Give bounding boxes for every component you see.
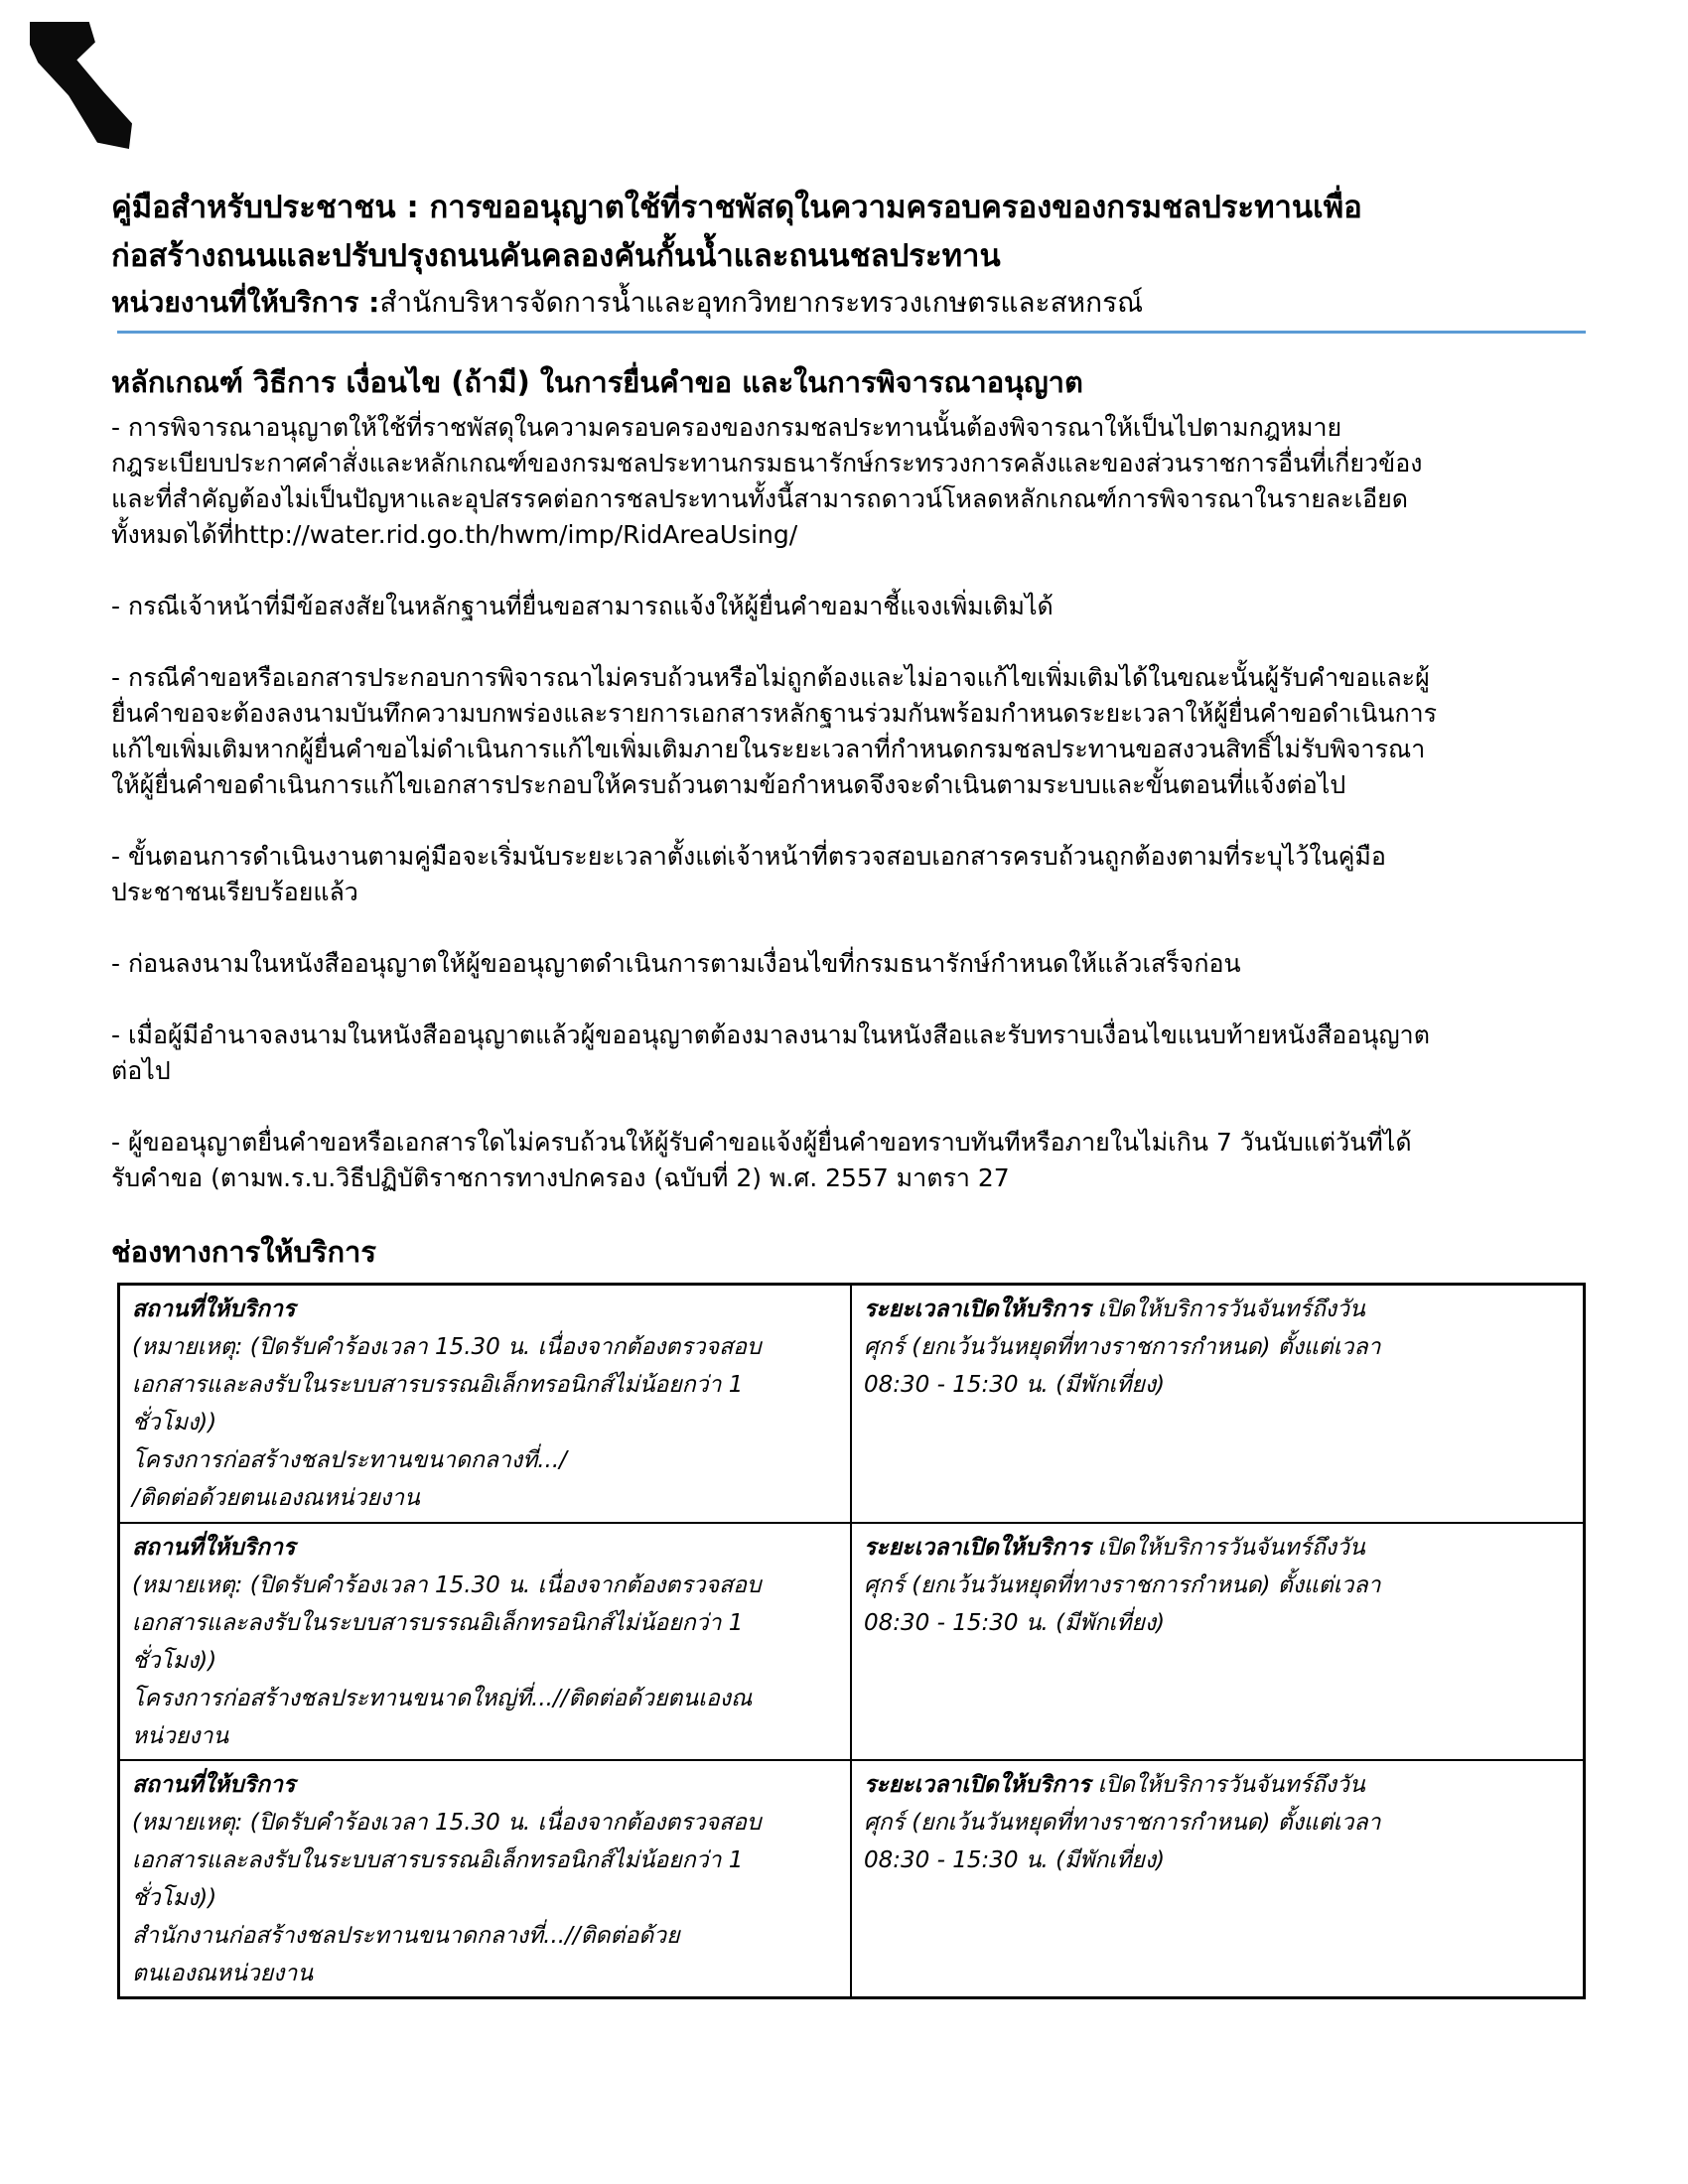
table-row xyxy=(119,1285,1585,1523)
location-label: สถานที่ให้บริการ xyxy=(132,1534,296,1561)
note-line: เอกสารและลงรับในระบบสารบรรณอิเล็กทรอนิกส์ไม่น้อยกว่า 1 xyxy=(132,1609,744,1636)
paragraph-sign-acknowledge xyxy=(111,1018,1591,1089)
location-line: สำนักงานก่อสร้างชลประทานขนาดกลางที่...//ติดต่อด้วย xyxy=(132,1922,680,1949)
paragraph-line: - ขั้นตอนการดำเนินงานตามคู่มือจะเริ่มนับระยะเวลาตั้งแต่เจ้าหน้าที่ตรวจสอบเอกสารครบถ้วนถูกต้องตามที่ระบุไว้ในคู่มือ xyxy=(111,842,1386,871)
schedule-line: ศุกร์ (ยกเว้นวันหยุดที่ทางราชการกำหนด) ตั้งแต่เวลา xyxy=(864,1334,1381,1360)
location-label: สถานที่ให้บริการ xyxy=(132,1297,296,1322)
schedule-cell xyxy=(851,1285,1585,1523)
note-line: (หมายเหตุ: (ปิดรับคำร้องเวลา 15.30 น. เนื่องจากต้องตรวจสอบ xyxy=(132,1334,762,1360)
location-line: ตนเองณหน่วยงาน xyxy=(132,1960,314,1986)
header-divider-line xyxy=(117,331,1586,334)
paragraph-line: กฎระเบียบประกาศคำสั่งและหลักเกณฑ์ของกรมชลประทานกรมธนารักษ์กระทรวงการคลังและของส่วนราชการอื่นที่เกี่ยวข้อง xyxy=(111,449,1423,478)
criteria-heading: หลักเกณฑ์ วิธีการ เงื่อนไข (ถ้ามี) ในการยื่นคำขอ และในการพิจารณาอนุญาต xyxy=(111,365,1083,399)
schedule-line: ระยะเวลาเปิดให้บริการ เปิดให้บริการวันจันทร์ถึงวัน xyxy=(864,1534,1365,1561)
page-title xyxy=(111,0,1591,281)
note-line: (หมายเหตุ: (ปิดรับคำร้องเวลา 15.30 น. เนื่องจากต้องตรวจสอบ xyxy=(132,1809,762,1836)
location-line: หน่วยงาน xyxy=(132,1722,229,1749)
paragraph-line: รับคำขอ (ตามพ.ร.บ.วิธีปฏิบัติราชการทางปกครอง (ฉบับที่ 2) พ.ศ. 2557 มาตรา 27 xyxy=(111,1163,1010,1192)
location-cell xyxy=(119,1285,852,1523)
title-line-1: คู่มือสำหรับประชาชน : การขออนุญาตใช้ที่ราชพัสดุในความครอบครองของกรมชลประทานเพื่อ xyxy=(111,190,1362,225)
paragraph-line: ยื่นคำขอจะต้องลงนามบันทึกความบกพร่องและรายการเอกสารหลักฐานร่วมกันพร้อมกำหนดระยะเวลาให้ผู้ยื่นคำขอดำเนินการ xyxy=(111,699,1438,728)
agency-value: สำนักบริหารจัดการน้ำและอุทกวิทยากระทรวงเกษตรและสหกรณ์ xyxy=(379,286,1144,319)
paragraph-before-signing xyxy=(111,946,1591,982)
paragraph-rules xyxy=(111,410,1591,553)
note-line: เอกสารและลงรับในระบบสารบรรณอิเล็กทรอนิกส์ไม่น้อยกว่า 1 xyxy=(132,1372,744,1398)
schedule-cell xyxy=(851,1760,1585,1998)
criteria-body xyxy=(111,410,1591,1196)
location-cell xyxy=(119,1760,852,1998)
paragraph-line: แก้ไขเพิ่มเติมหากผู้ยื่นคำขอไม่ดำเนินการแก้ไขเพิ่มเติมภายในระยะเวลาที่กำหนดกรมชลประทานขอสงวนสิทธิ์ไม่รับพิจารณา xyxy=(111,735,1426,763)
paragraph-line-url: ทั้งหมดได้ที่http://water.rid.go.th/hwm/imp/RidAreaUsing/ xyxy=(111,520,798,549)
paragraph-line: และที่สำคัญต้องไม่เป็นปัญหาและอุปสรรคต่อการชลประทานทั้งนี้สามารถดาวน์โหลดหลักเกณฑ์การพิจารณาในรายละเอียด xyxy=(111,484,1409,513)
location-line: /ติดต่อด้วยตนเองณหน่วยงาน xyxy=(132,1485,420,1511)
location-label: สถานที่ให้บริการ xyxy=(132,1771,296,1798)
paragraph-notify-7days xyxy=(111,1125,1591,1196)
schedule-line: ระยะเวลาเปิดให้บริการ เปิดให้บริการวันจันทร์ถึงวัน xyxy=(864,1297,1365,1322)
note-line: ชั่วโมง)) xyxy=(132,1410,217,1435)
paragraph-line: - กรณีคำขอหรือเอกสารประกอบการพิจารณาไม่ครบถ้วนหรือไม่ถูกต้องและไม่อาจแก้ไขเพิ่มเติมได้ในขณะนั้นผู้รับคำขอและผู้ xyxy=(111,663,1430,692)
agency-line xyxy=(111,283,1591,323)
note-line: (หมายเหตุ: (ปิดรับคำร้องเวลา 15.30 น. เนื่องจากต้องตรวจสอบ xyxy=(132,1571,762,1598)
location-line: โครงการก่อสร้างชลประทานขนาดใหญ่ที่...//ติดต่อด้วยตนเองณ xyxy=(132,1685,753,1711)
note-line: ชั่วโมง)) xyxy=(132,1884,217,1911)
table-row xyxy=(119,1760,1585,1998)
service-channels-table xyxy=(117,1283,1586,1999)
schedule-cell xyxy=(851,1523,1585,1760)
schedule-line: 08:30 - 15:30 น. (มีพักเที่ยง) xyxy=(864,1609,1166,1636)
title-line-2: ก่อสร้างถนนและปรับปรุงถนนคันคลองคันกั้นน้ำและถนนชลประทาน xyxy=(111,238,1001,274)
location-cell xyxy=(119,1523,852,1760)
paragraph-line: ให้ผู้ยื่นคำขอดำเนินการแก้ไขเอกสารประกอบให้ครบถ้วนตามข้อกำหนดจึงจะดำเนินตามระบบและขั้นตอนที่แจ้งต่อไป xyxy=(111,770,1346,799)
schedule-label: ระยะเวลาเปิดให้บริการ xyxy=(864,1534,1091,1561)
paragraph-line: - การพิจารณาอนุญาตให้ใช้ที่ราชพัสดุในความครอบครองของกรมชลประทานนั้นต้องพิจารณาให้เป็นไปตามกฎหมาย xyxy=(111,413,1342,442)
paragraph-line: ต่อไป xyxy=(111,1056,171,1085)
paragraph-timeline-start xyxy=(111,839,1591,910)
schedule-label: ระยะเวลาเปิดให้บริการ xyxy=(864,1771,1091,1798)
paragraph-line: ประชาชนเรียบร้อยแล้ว xyxy=(111,878,358,906)
paragraph-line: - เมื่อผู้มีอำนาจลงนามในหนังสืออนุญาตแล้วผู้ขออนุญาตต้องมาลงนามในหนังสือและรับทราบเงื่อนไขแนบท้ายหนังสืออนุญาต xyxy=(111,1021,1430,1049)
table-row xyxy=(119,1523,1585,1760)
paragraph-line: - ผู้ขออนุญาตยื่นคำขอหรือเอกสารใดไม่ครบถ้วนให้ผู้รับคำขอแจ้งผู้ยื่นคำขอทราบทันทีหรือภายในไม่เกิน 7 วันนับแต่วันที่ได้ xyxy=(111,1128,1412,1157)
schedule-label: ระยะเวลาเปิดให้บริการ xyxy=(864,1297,1091,1322)
paragraph-inquiry xyxy=(111,589,1591,624)
schedule-line: 08:30 - 15:30 น. (มีพักเที่ยง) xyxy=(864,1846,1166,1873)
schedule-line: ศุกร์ (ยกเว้นวันหยุดที่ทางราชการกำหนด) ตั้งแต่เวลา xyxy=(864,1571,1381,1598)
note-line: ชั่วโมง)) xyxy=(132,1647,217,1674)
paragraph-incomplete-docs xyxy=(111,660,1591,803)
schedule-line: ระยะเวลาเปิดให้บริการ เปิดให้บริการวันจันทร์ถึงวัน xyxy=(864,1771,1365,1798)
schedule-line: 08:30 - 15:30 น. (มีพักเที่ยง) xyxy=(864,1372,1166,1398)
note-line: เอกสารและลงรับในระบบสารบรรณอิเล็กทรอนิกส์ไม่น้อยกว่า 1 xyxy=(132,1846,744,1873)
agency-label: หน่วยงานที่ให้บริการ : xyxy=(111,286,380,319)
paragraph-line: - ก่อนลงนามในหนังสืออนุญาตให้ผู้ขออนุญาตดำเนินการตามเงื่อนไขที่กรมธนารักษ์กำหนดให้แล้วเสร็จก่อน xyxy=(111,949,1241,978)
schedule-line: ศุกร์ (ยกเว้นวันหยุดที่ทางราชการกำหนด) ตั้งแต่เวลา xyxy=(864,1809,1381,1836)
paragraph-line: - กรณีเจ้าหน้าที่มีข้อสงสัยในหลักฐานที่ยื่นขอสามารถแจ้งให้ผู้ยื่นคำขอมาชี้แจงเพิ่มเติมได้ xyxy=(111,592,1054,620)
channels-heading: ช่องทางการให้บริการ xyxy=(111,1235,376,1269)
location-line: โครงการก่อสร้างชลประทานขนาดกลางที่.../ xyxy=(132,1447,567,1473)
